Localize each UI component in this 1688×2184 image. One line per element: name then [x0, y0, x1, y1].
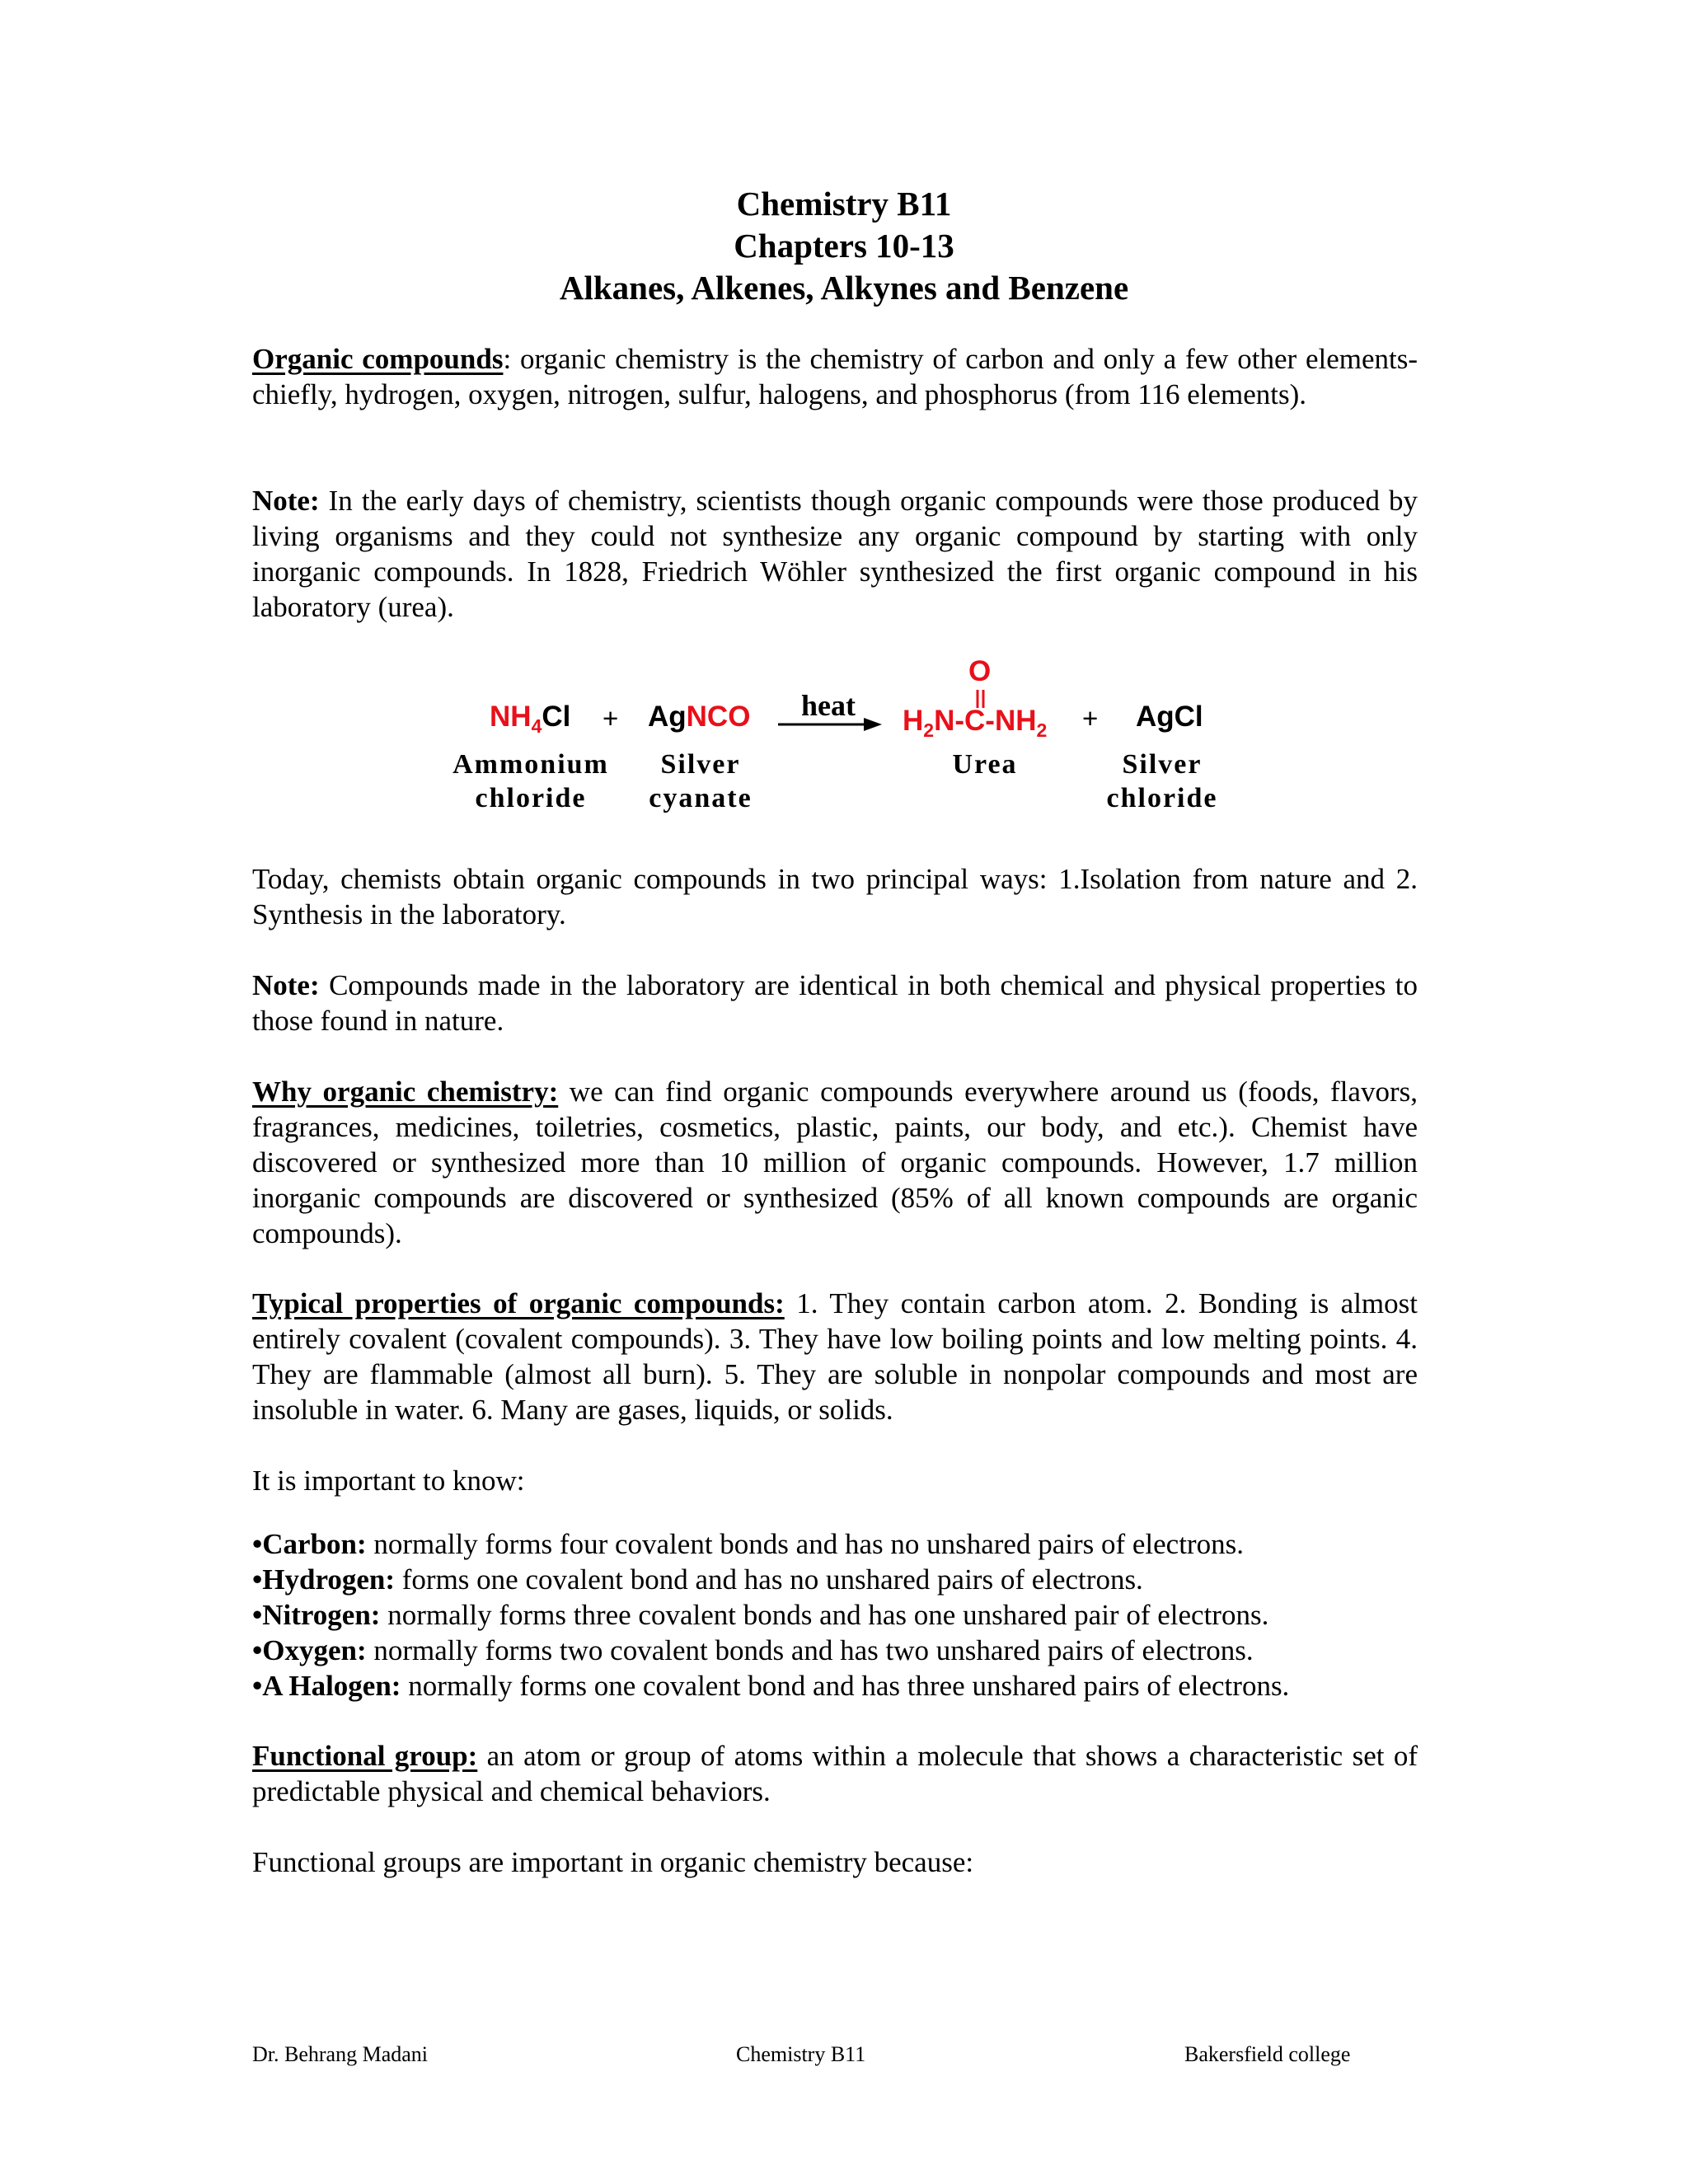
note-text: Compounds made in the laboratory are identical in both chemical and physical properties to those found in nature. — [252, 969, 1418, 1037]
paragraph-note-laboratory — [252, 968, 1418, 1038]
today-text: Today, chemists obtain organic compounds in two principal ways: 1.Isolation from nature and 2. Synthesis in the laboratory. — [252, 863, 1418, 930]
term-functional-group: Functional group: — [252, 1740, 478, 1772]
label-ammonium-chloride — [438, 748, 623, 815]
label-line: Silver — [660, 749, 741, 780]
list-item-text: normally forms four covalent bonds and has no unshared pairs of electrons. — [366, 1528, 1244, 1560]
label-silver-cyanate — [635, 748, 767, 815]
urea-synthesis-reaction — [0, 655, 1688, 837]
urea-oxygen-atom: O — [968, 655, 992, 687]
functional-text: an atom or group of atoms within a molecule that shows a characteristic set of predictable physical and chemical behaviors. — [252, 1740, 1418, 1807]
formula-nh: NH — [490, 701, 532, 733]
paragraph-today — [252, 861, 1418, 932]
paragraph-organic-compounds — [252, 341, 1418, 412]
formula-subscript-2b: 2 — [1036, 719, 1048, 741]
reaction-condition-heat: heat — [801, 689, 856, 722]
formula-nco: NCO — [686, 701, 751, 733]
title-topic: Alkanes, Alkenes, Alkynes and Benzene — [559, 269, 1129, 307]
term-organic-compounds: Organic compounds — [252, 343, 504, 375]
label-line: chloride — [475, 783, 587, 813]
label-line: Urea — [952, 749, 1018, 780]
paragraph-why-organic-chemistry — [252, 1074, 1418, 1251]
list-item-term: •A Halogen: — [252, 1670, 401, 1702]
why-text: we can find organic compounds everywhere around us (foods, flavors, fragrances, medicines, toiletries, cosmetics, plastic, paints, our body, and etc.). Chemist have discovered or synthesized more than 10 million of organic compounds. However, 1.7 million inorganic compounds are discovered or synthesized (85% of all known compounds are organic compounds). — [252, 1076, 1418, 1249]
important-text: It is important to know: — [252, 1465, 525, 1497]
plus-sign: + — [603, 703, 619, 733]
organic-compounds-text: : organic chemistry is the chemistry of carbon and only a few other elements-chiefly, hydrogen, oxygen, nitrogen, sulfur, halogens, and phosphorus (from 116 elements). — [252, 343, 1418, 410]
list-item-term: •Nitrogen: — [252, 1599, 381, 1631]
paragraph-note-early-days — [252, 483, 1418, 625]
list-item — [252, 1562, 1489, 1597]
formula-h: H — [903, 705, 924, 737]
footer-institution: Bakersfield college — [1184, 2042, 1351, 2066]
urea-formula — [903, 705, 1048, 741]
list-item-term: •Hydrogen: — [252, 1563, 396, 1596]
list-item — [252, 1633, 1489, 1668]
silver-chloride-formula: AgCl — [1136, 701, 1203, 733]
label-line: Silver — [1122, 749, 1203, 780]
title-block — [0, 183, 1688, 309]
list-item-text: normally forms one covalent bond and has three unshared pairs of electrons. — [401, 1670, 1290, 1702]
paragraph-important-to-know — [252, 1463, 1418, 1498]
list-item-text: forms one covalent bond and has no unshared pairs of electrons. — [395, 1563, 1143, 1596]
list-item — [252, 1526, 1489, 1562]
paragraph-functional-groups-important — [252, 1844, 1418, 1880]
note-label: Note: — [252, 485, 320, 517]
reaction-arrow-icon — [778, 716, 882, 733]
list-item-text: normally forms three covalent bonds and has one unshared pair of electrons. — [380, 1599, 1269, 1631]
plus-sign: + — [1082, 703, 1099, 733]
title-course: Chemistry B11 — [736, 185, 952, 223]
title-chapters: Chapters 10-13 — [734, 227, 954, 265]
note-text: In the early days of chemistry, scientists though organic compounds were those produced by living organisms and they could not synthesize any organic compound by starting with only inorganic compounds. In 1828, Friedrich Wöhler synthesized the first organic compound in his laboratory (urea). — [252, 485, 1418, 623]
label-silver-chloride — [1096, 748, 1228, 815]
list-item-term: •Oxygen: — [252, 1634, 367, 1666]
formula-subscript-4: 4 — [531, 715, 542, 737]
silver-cyanate-formula — [648, 701, 750, 733]
footer-author: Dr. Behrang Madani — [252, 2042, 429, 2066]
formula-cl: Cl — [542, 701, 571, 733]
footer-course: Chemistry B11 — [736, 2042, 866, 2066]
formula-ag: Ag — [648, 701, 687, 733]
typical-text: 1. They contain carbon atom. 2. Bonding is almost entirely covalent (covalent compounds). 3. They have low boiling points and low melting points. 4. They are flammable (almost all burn). 5. They are soluble in nonpolar compounds and most are insoluble in water. 6. Many are gases, liquids, or solids. — [252, 1287, 1418, 1426]
label-line: chloride — [1106, 783, 1218, 813]
list-item-text: normally forms two covalent bonds and has two unshared pairs of electrons. — [366, 1634, 1254, 1666]
term-typical-properties: Typical properties of organic compounds: — [252, 1287, 785, 1319]
atom-bonding-list — [252, 1526, 1489, 1704]
label-line: Ammonium — [452, 749, 609, 780]
paragraph-functional-group — [252, 1738, 1418, 1809]
note-label: Note: — [252, 969, 320, 1001]
functional-important-text: Functional groups are important in organic chemistry because: — [252, 1846, 974, 1878]
paragraph-typical-properties — [252, 1286, 1418, 1427]
list-item-term: •Carbon: — [252, 1528, 367, 1560]
label-urea — [931, 748, 1039, 781]
term-why-organic-chemistry: Why organic chemistry: — [252, 1076, 559, 1108]
ammonium-chloride-formula — [490, 701, 571, 737]
formula-subscript-2a: 2 — [923, 719, 935, 741]
list-item — [252, 1668, 1489, 1704]
list-item — [252, 1597, 1489, 1633]
formula-n-c-nh: N-C-NH — [934, 705, 1037, 737]
label-line: cyanate — [649, 783, 753, 813]
